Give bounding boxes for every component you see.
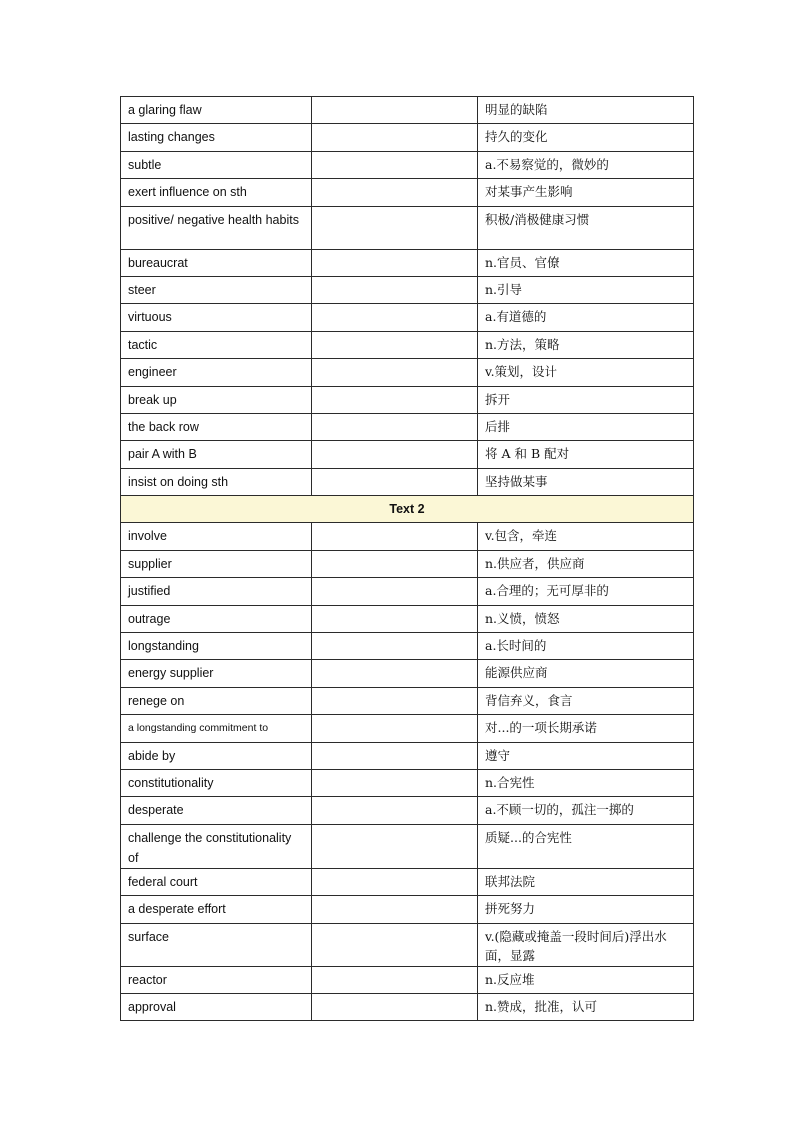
blank-cell bbox=[312, 468, 478, 495]
meaning-cell: 拼死努力 bbox=[478, 896, 694, 923]
blank-cell bbox=[312, 151, 478, 178]
vocab-row bbox=[121, 206, 694, 249]
term-cell: surface bbox=[121, 923, 312, 966]
section-heading-row bbox=[121, 496, 694, 523]
meaning-cell: n.方法，策略 bbox=[478, 331, 694, 358]
term-cell: constitutionality bbox=[121, 769, 312, 796]
meaning-cell: 质疑...的合宪性 bbox=[478, 824, 694, 868]
vocab-row bbox=[121, 97, 694, 124]
blank-cell bbox=[312, 304, 478, 331]
term-cell: supplier bbox=[121, 550, 312, 577]
vocab-row bbox=[121, 179, 694, 206]
blank-cell bbox=[312, 742, 478, 769]
vocab-row bbox=[121, 896, 694, 923]
term-cell: exert influence on sth bbox=[121, 179, 312, 206]
vocab-row bbox=[121, 331, 694, 358]
term-cell: virtuous bbox=[121, 304, 312, 331]
vocab-row bbox=[121, 660, 694, 687]
term-cell: involve bbox=[121, 523, 312, 550]
term-cell: engineer bbox=[121, 359, 312, 386]
vocab-row bbox=[121, 578, 694, 605]
meaning-cell: n.官员、官僚 bbox=[478, 249, 694, 276]
blank-cell bbox=[312, 523, 478, 550]
section-heading: Text 2 bbox=[121, 496, 694, 523]
vocab-row bbox=[121, 605, 694, 632]
meaning-cell: n.合宪性 bbox=[478, 769, 694, 796]
blank-cell bbox=[312, 660, 478, 687]
vocab-row bbox=[121, 441, 694, 468]
blank-cell bbox=[312, 276, 478, 303]
meaning-cell: 联邦法院 bbox=[478, 868, 694, 895]
vocab-row bbox=[121, 124, 694, 151]
vocab-row bbox=[121, 797, 694, 824]
term-cell: a desperate effort bbox=[121, 896, 312, 923]
meaning-cell: a.不易察觉的，微妙的 bbox=[478, 151, 694, 178]
blank-cell bbox=[312, 687, 478, 714]
blank-cell bbox=[312, 179, 478, 206]
meaning-cell: v.(隐藏或掩盖一段时间后)浮出水面，显露 bbox=[478, 923, 694, 966]
term-cell: reactor bbox=[121, 966, 312, 993]
blank-cell bbox=[312, 124, 478, 151]
vocab-row bbox=[121, 715, 694, 742]
term-cell: tactic bbox=[121, 331, 312, 358]
meaning-cell: n.赞成，批准，认可 bbox=[478, 993, 694, 1020]
term-cell: abide by bbox=[121, 742, 312, 769]
blank-cell bbox=[312, 386, 478, 413]
blank-cell bbox=[312, 824, 478, 868]
term-cell: pair A with B bbox=[121, 441, 312, 468]
meaning-cell: 将 A 和 B 配对 bbox=[478, 441, 694, 468]
meaning-cell: 能源供应商 bbox=[478, 660, 694, 687]
blank-cell bbox=[312, 413, 478, 440]
meaning-cell: a.合理的；无可厚非的 bbox=[478, 578, 694, 605]
vocab-row bbox=[121, 966, 694, 993]
vocabulary-table bbox=[120, 96, 694, 1021]
blank-cell bbox=[312, 578, 478, 605]
vocab-row bbox=[121, 550, 694, 577]
term-cell: challenge the constitutionality of bbox=[121, 824, 312, 868]
blank-cell bbox=[312, 550, 478, 577]
term-cell: longstanding bbox=[121, 633, 312, 660]
vocab-row bbox=[121, 824, 694, 868]
term-cell: the back row bbox=[121, 413, 312, 440]
term-cell: a glaring flaw bbox=[121, 97, 312, 124]
vocab-row bbox=[121, 151, 694, 178]
meaning-cell: 对某事产生影响 bbox=[478, 179, 694, 206]
meaning-cell: 后排 bbox=[478, 413, 694, 440]
meaning-cell: n.反应堆 bbox=[478, 966, 694, 993]
term-cell: positive/ negative health habits bbox=[121, 206, 312, 249]
blank-cell bbox=[312, 769, 478, 796]
meaning-cell: 积极/消极健康习惯 bbox=[478, 206, 694, 249]
term-cell: federal court bbox=[121, 868, 312, 895]
term-cell: energy supplier bbox=[121, 660, 312, 687]
term-cell: break up bbox=[121, 386, 312, 413]
blank-cell bbox=[312, 441, 478, 468]
vocab-row bbox=[121, 923, 694, 966]
term-cell: desperate bbox=[121, 797, 312, 824]
vocab-row bbox=[121, 523, 694, 550]
vocab-row bbox=[121, 413, 694, 440]
blank-cell bbox=[312, 923, 478, 966]
blank-cell bbox=[312, 97, 478, 124]
term-cell: bureaucrat bbox=[121, 249, 312, 276]
vocab-row bbox=[121, 687, 694, 714]
blank-cell bbox=[312, 605, 478, 632]
blank-cell bbox=[312, 633, 478, 660]
meaning-cell: v.策划，设计 bbox=[478, 359, 694, 386]
meaning-cell: 持久的变化 bbox=[478, 124, 694, 151]
meaning-cell: n.义愤，愤怒 bbox=[478, 605, 694, 632]
term-cell: a longstanding commitment to bbox=[121, 715, 312, 742]
vocab-row bbox=[121, 249, 694, 276]
term-cell: renege on bbox=[121, 687, 312, 714]
vocab-row bbox=[121, 276, 694, 303]
vocab-row bbox=[121, 868, 694, 895]
term-cell: approval bbox=[121, 993, 312, 1020]
meaning-cell: a.有道德的 bbox=[478, 304, 694, 331]
blank-cell bbox=[312, 797, 478, 824]
vocab-row bbox=[121, 304, 694, 331]
blank-cell bbox=[312, 868, 478, 895]
meaning-cell: n.引导 bbox=[478, 276, 694, 303]
meaning-cell: a.不顾一切的，孤注一掷的 bbox=[478, 797, 694, 824]
meaning-cell: a.长时间的 bbox=[478, 633, 694, 660]
term-cell: insist on doing sth bbox=[121, 468, 312, 495]
vocab-row bbox=[121, 633, 694, 660]
meaning-cell: 拆开 bbox=[478, 386, 694, 413]
vocab-row bbox=[121, 993, 694, 1020]
term-cell: justified bbox=[121, 578, 312, 605]
meaning-cell: v.包含，牵连 bbox=[478, 523, 694, 550]
blank-cell bbox=[312, 359, 478, 386]
vocab-row bbox=[121, 468, 694, 495]
term-cell: lasting changes bbox=[121, 124, 312, 151]
meaning-cell: 背信弃义，食言 bbox=[478, 687, 694, 714]
blank-cell bbox=[312, 331, 478, 358]
term-cell: outrage bbox=[121, 605, 312, 632]
meaning-cell: n.供应者，供应商 bbox=[478, 550, 694, 577]
blank-cell bbox=[312, 715, 478, 742]
blank-cell bbox=[312, 966, 478, 993]
vocab-row bbox=[121, 386, 694, 413]
blank-cell bbox=[312, 249, 478, 276]
meaning-cell: 明显的缺陷 bbox=[478, 97, 694, 124]
term-cell: subtle bbox=[121, 151, 312, 178]
vocab-row bbox=[121, 359, 694, 386]
term-cell: steer bbox=[121, 276, 312, 303]
vocab-row bbox=[121, 769, 694, 796]
blank-cell bbox=[312, 206, 478, 249]
blank-cell bbox=[312, 993, 478, 1020]
blank-cell bbox=[312, 896, 478, 923]
meaning-cell: 坚持做某事 bbox=[478, 468, 694, 495]
meaning-cell: 遵守 bbox=[478, 742, 694, 769]
vocab-row bbox=[121, 742, 694, 769]
meaning-cell: 对...的一项长期承诺 bbox=[478, 715, 694, 742]
